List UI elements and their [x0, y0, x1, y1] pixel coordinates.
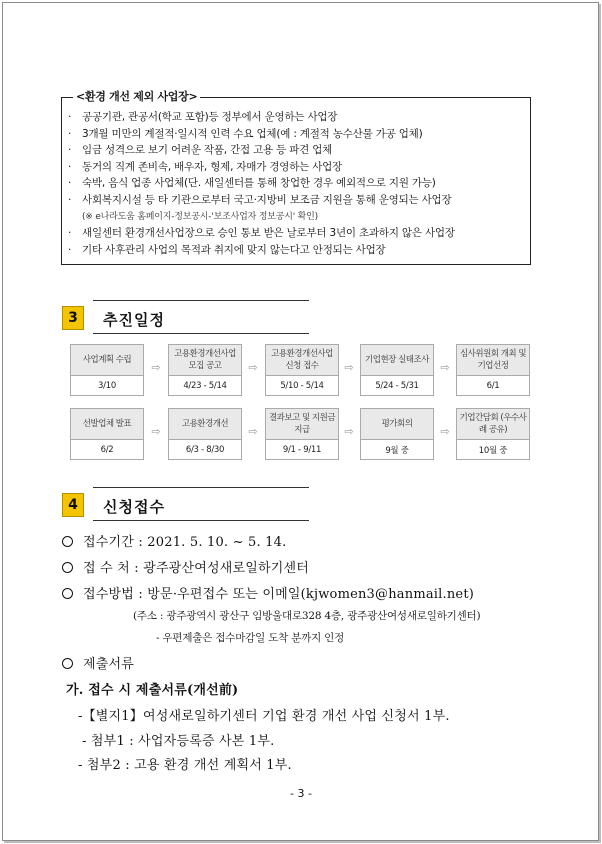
schedule-step [265, 344, 339, 396]
schedule-step [456, 408, 530, 460]
step-date: 5/10 - 5/14 [265, 376, 339, 396]
step-date: 6/2 [70, 440, 144, 460]
docs-heading: 가. 접수 시 제출서류(개선前) [66, 683, 239, 698]
exclusion-item: · 숙박, 음식 업종 사업체(단. 새일센터를 통해 창업한 경우 예외적으로 지원 가능) [68, 177, 436, 190]
exclusion-item: · 동거의 직계 존비속, 배우자, 형제, 자매가 경영하는 사업장 [68, 160, 343, 173]
page-number: - 3 - [290, 787, 312, 800]
section-number: 4 [62, 493, 84, 517]
section-rule-bottom [93, 520, 309, 521]
arrow-right-icon: ⇨ [440, 361, 450, 374]
step-label: 결과보고 및 지원금 지급 [265, 408, 339, 440]
doc-item: -【별지1】여성새로일하기센터 기업 환경 개선 사업 신청서 1부. [78, 709, 450, 724]
step-label: 기업간담회 (우수사례 공유) [456, 408, 530, 440]
exclusion-item: · 새일센터 환경개선사업장으로 승인 통보 받은 날로부터 3년이 초과하지 않은 사업장 [68, 227, 455, 240]
step-label: 고용환경개선 [168, 408, 242, 440]
period-row: 접수기간 : 2021. 5. 10. ~ 5. 14. [62, 531, 286, 550]
step-date: 5/24 - 5/31 [360, 376, 434, 396]
arrow-right-icon: ⇨ [344, 361, 354, 374]
section-rule-top [93, 487, 309, 488]
schedule-step [168, 408, 242, 460]
exclusion-item: · 사회복지시설 등 타 기관으로부터 국고·지방비 보조금 지원을 통해 운영되는 사업장 [68, 193, 452, 206]
schedule-step [70, 344, 144, 396]
arrow-right-icon: ⇨ [344, 425, 354, 438]
section-rule-bottom [93, 333, 309, 334]
step-label: 고용환경개선사업 모집 공고 [168, 344, 242, 376]
step-label: 심사위원회 개최 및 기업선정 [456, 344, 530, 376]
schedule-step [456, 344, 530, 396]
exclusion-list [68, 109, 528, 258]
exclusion-item: · 임금 성격으로 보기 어려운 작품, 간접 고용 등 파견 업체 [68, 144, 333, 157]
doc-item: - 첨부1 : 사업자등록증 사본 1부. [82, 734, 275, 749]
address-note: (주소 : 광주광역시 광산구 임방울대로328 4층, 광주광산여성새로일하기센터) [133, 610, 481, 622]
place-row: 접 수 처 : 광주광산여성새로일하기센터 [62, 557, 309, 576]
step-label: 사업계획 수립 [70, 344, 144, 376]
step-label: 기업현장 실태조사 [360, 344, 434, 376]
schedule-step [265, 408, 339, 460]
section-rule-top [93, 300, 309, 301]
circle-bullet-icon [62, 536, 73, 547]
circle-bullet-icon [62, 658, 73, 669]
step-date: 9월 중 [360, 440, 434, 460]
exclusion-note: (※ e나라도움 홈페이지-정보공시-'보조사업자 정보공시' 확인) [82, 211, 318, 222]
step-date: 3/10 [70, 376, 144, 396]
docs-row: 제출서류 [62, 653, 134, 672]
schedule-step [360, 408, 434, 460]
doc-item: - 첨부2 : 고용 환경 개선 계획서 1부. [78, 758, 292, 773]
arrow-right-icon: ⇨ [248, 425, 258, 438]
step-date: 6/3 - 8/30 [168, 440, 242, 460]
step-label: 평가회의 [360, 408, 434, 440]
step-label: 고용환경개선사업 신청 접수 [265, 344, 339, 376]
step-date: 9/1 - 9/11 [265, 440, 339, 460]
mail-note: - 우편제출은 접수마감일 도착 분까지 인정 [156, 632, 345, 644]
exclusion-item: · 공공기관, 관공서(학교 포함)등 정부에서 운영하는 사업장 [68, 111, 338, 123]
arrow-right-icon: ⇨ [248, 361, 258, 374]
arrow-right-icon: ⇨ [440, 425, 450, 438]
step-date: 6/1 [456, 376, 530, 396]
exclusion-item: · 3개월 미만의 계절적·일시적 인력 수요 업체(예 : 계절적 농수산물 가공 업체) [68, 127, 423, 140]
arrow-right-icon: ⇨ [151, 361, 161, 374]
step-date: 4/23 - 5/14 [168, 376, 242, 396]
exclusion-title: <환경 개선 제외 사업장> [73, 88, 200, 104]
schedule-step [360, 344, 434, 396]
step-date: 10월 중 [456, 440, 530, 460]
method-row: 접수방법 : 방문·우편접수 또는 이메일(kjwomen3@hanmail.net) [62, 583, 474, 602]
circle-bullet-icon [62, 562, 73, 573]
arrow-right-icon: ⇨ [151, 425, 161, 438]
schedule-step [70, 408, 144, 460]
circle-bullet-icon [62, 588, 73, 599]
exclusion-item: · 기타 사후관리 사업의 목적과 취지에 맞지 않는다고 안정되는 사업장 [68, 243, 386, 256]
section-title: 추진일정 [103, 311, 165, 329]
step-label: 선발업체 발표 [70, 408, 144, 440]
section-number: 3 [62, 306, 84, 330]
method-value: 방문·우편접수 또는 이메일(kjwomen3@hanmail.net) [147, 587, 475, 602]
schedule-step [168, 344, 242, 396]
section-title: 신청접수 [103, 498, 165, 516]
